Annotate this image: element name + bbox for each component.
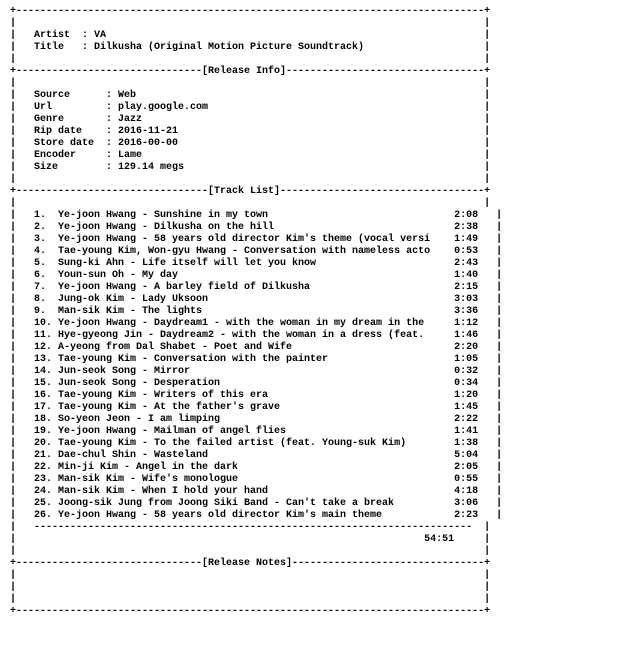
nfo-line: | 11. Hye-gyeong Jin - Daydream2 - with the woman in a dress (feat. 1:46 |	[10, 330, 503, 341]
nfo-line: | Size : 129.14 megs |	[10, 162, 491, 173]
nfo-line: | 23. Man-sik Kim - Wife's monologue 0:55 |	[10, 474, 503, 485]
nfo-line: | 1. Ye-joon Hwang - Sunshine in my town 2:08 |	[10, 210, 503, 221]
nfo-line: | 15. Jun-seok Song - Desperation 0:34 |	[10, 378, 503, 389]
nfo-line: | Genre : Jazz |	[10, 114, 491, 125]
nfo-line: | Source : Web |	[10, 90, 491, 101]
nfo-line: | 14. Jun-seok Song - Mirror 0:32 |	[10, 366, 503, 377]
nfo-line: | 12. A-yeong from Dal Shabet - Poet and Wife 2:20 |	[10, 342, 503, 353]
nfo-line: | |	[10, 18, 491, 29]
nfo-line: | |	[10, 546, 491, 557]
nfo-line: | 19. Ye-joon Hwang - Mailman of angel flies 1:41 |	[10, 426, 503, 437]
nfo-line: | Rip date : 2016-11-21 |	[10, 126, 491, 137]
nfo-line: | |	[10, 582, 491, 593]
nfo-line: +------------------------------------------------------------------------------+	[10, 606, 491, 617]
nfo-line: | 24. Man-sik Kim - When I hold your hand 4:18 |	[10, 486, 503, 497]
nfo-line: +-------------------------------[Release Info]---------------------------------+	[10, 66, 491, 77]
nfo-line: | 13. Tae-young Kim - Conversation with the painter 1:05 |	[10, 354, 503, 365]
nfo-line: | 4. Tae-young Kim, Won-gyu Hwang - Conversation with nameless acto 0:53 |	[10, 246, 503, 257]
nfo-line: | Title : Dilkusha (Original Motion Picture Soundtrack) |	[10, 42, 491, 53]
nfo-line: | 16. Tae-young Kim - Writers of this era 1:20 |	[10, 390, 503, 401]
nfo-line: | 54:51 |	[10, 534, 491, 545]
nfo-line: | |	[10, 78, 491, 89]
nfo-line: | Store date : 2016-00-00 |	[10, 138, 491, 149]
nfo-line: +-------------------------------[Release Notes]--------------------------------+	[10, 558, 491, 569]
nfo-line: | 22. Min-ji Kim - Angel in the dark 2:05 |	[10, 462, 503, 473]
nfo-line: | ------------------------------------------------------------------------- |	[10, 522, 491, 533]
nfo-line: | |	[10, 570, 491, 581]
nfo-line: +------------------------------------------------------------------------------+	[10, 6, 491, 17]
nfo-line: | |	[10, 54, 491, 65]
nfo-line: | 6. Youn-sun Oh - My day 1:40 |	[10, 270, 503, 281]
nfo-line: | 7. Ye-joon Hwang - A barley field of Dilkusha 2:15 |	[10, 282, 503, 293]
nfo-line: | 25. Joong-sik Jung from Joong Siki Band - Can't take a break 3:06 |	[10, 498, 503, 509]
nfo-line: | Encoder : Lame |	[10, 150, 491, 161]
nfo-line: | Url : play.google.com |	[10, 102, 491, 113]
nfo-line: | 2. Ye-joon Hwang - Dilkusha on the hill 2:38 |	[10, 222, 503, 233]
nfo-line: | 8. Jung-ok Kim - Lady Uksoon 3:03 |	[10, 294, 503, 305]
nfo-line: | 3. Ye-joon Hwang - 58 years old director Kim's theme (vocal versi 1:49 |	[10, 234, 503, 245]
nfo-line: | 20. Tae-young Kim - To the failed artist (feat. Young-suk Kim) 1:38 |	[10, 438, 503, 449]
nfo-line: | 21. Dae-chul Shin - Wasteland 5:04 |	[10, 450, 503, 461]
nfo-line: | Artist : VA |	[10, 30, 491, 41]
nfo-document	[10, 6, 502, 618]
nfo-line: | 10. Ye-joon Hwang - Daydream1 - with the woman in my dream in the 1:12 |	[10, 318, 503, 329]
nfo-line: | 17. Tae-young Kim - At the father's grave 1:45 |	[10, 402, 503, 413]
nfo-line: | |	[10, 198, 491, 209]
nfo-line: | |	[10, 174, 491, 185]
nfo-line: +--------------------------------[Track List]----------------------------------+	[10, 186, 491, 197]
nfo-line: | 18. So-yeon Jeon - I am limping 2:22 |	[10, 414, 503, 425]
nfo-line: | |	[10, 594, 491, 605]
nfo-line: | 26. Ye-joon Hwang - 58 years old director Kim's main theme 2:23 |	[10, 510, 503, 521]
nfo-line: | 5. Sung-ki Ahn - Life itself will let you know 2:43 |	[10, 258, 503, 269]
nfo-line: | 9. Man-sik Kim - The lights 3:36 |	[10, 306, 503, 317]
